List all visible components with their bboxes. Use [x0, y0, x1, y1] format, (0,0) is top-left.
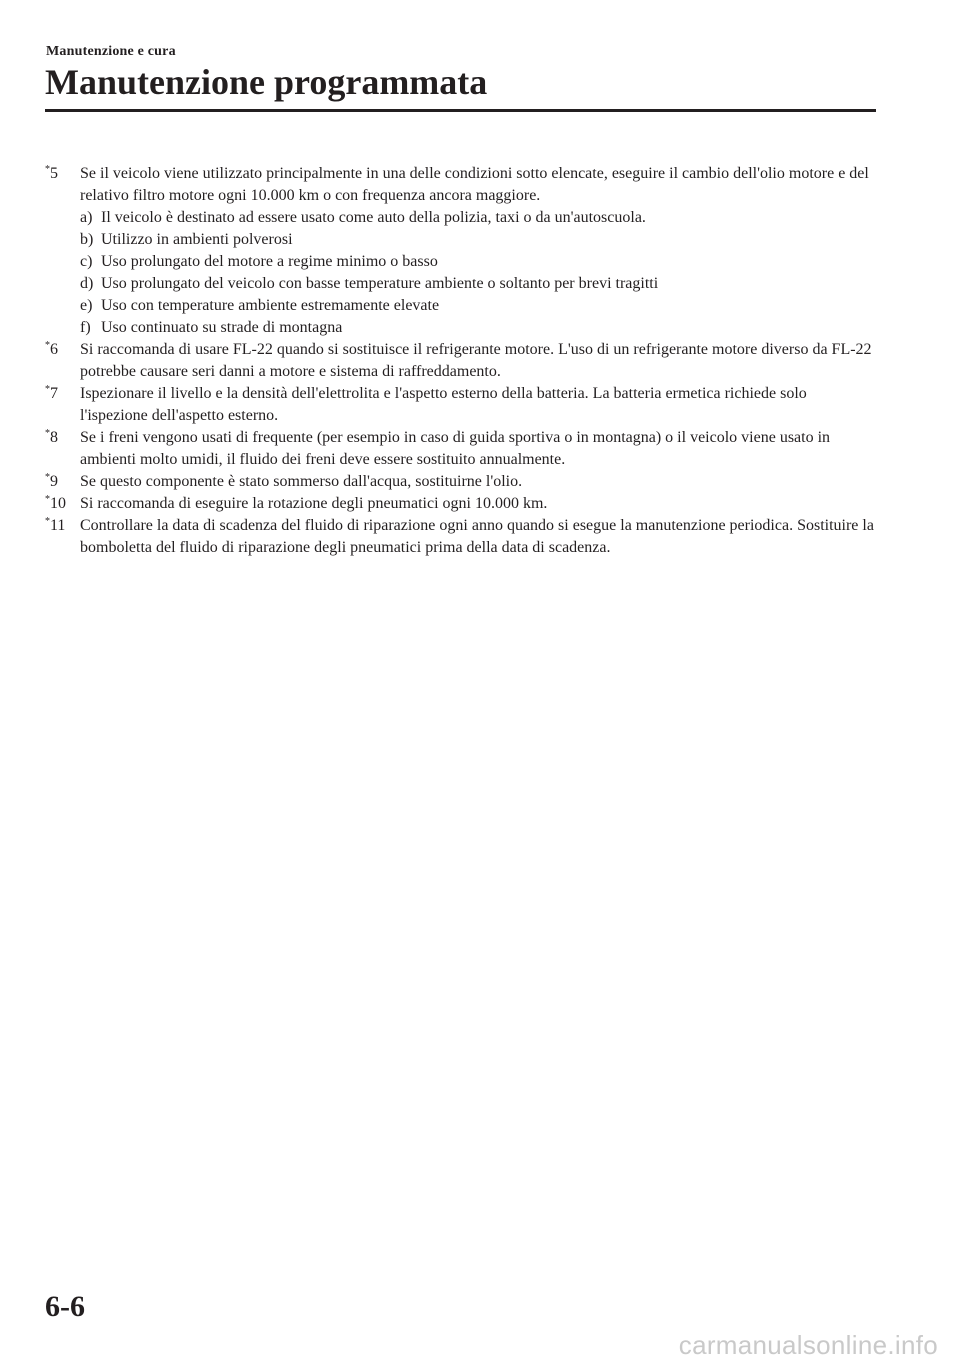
footnote-marker [45, 339, 58, 361]
sub-item-marker: e) [80, 297, 93, 314]
footnote-asterisk: * [45, 428, 50, 439]
footnote-number: 11 [50, 517, 66, 534]
sub-item-marker: b) [80, 231, 94, 248]
sub-item [80, 251, 875, 273]
footnote-marker [45, 493, 66, 515]
sub-item [80, 229, 875, 251]
sub-item-text: Uso prolungato del veicolo con basse temperature ambiente o soltanto per brevi tragitti [101, 275, 659, 292]
footnote-number: 10 [50, 495, 66, 512]
footnote-9 [45, 471, 875, 493]
footnote-number: 7 [50, 385, 58, 402]
page-title: Manutenzione programmata [45, 62, 488, 102]
sub-item [80, 295, 875, 317]
footnote-marker [45, 383, 58, 405]
footnote-text: Ispezionare il livello e la densità dell'elettrolita e l'aspetto esterno della batteria. La batteria ermetica richiede solo l'ispezione dell'aspetto esterno. [80, 385, 807, 424]
sub-item [80, 317, 875, 339]
sub-item-marker: c) [80, 253, 93, 270]
sub-item-marker: a) [80, 209, 93, 226]
footnote-text: Se questo componente è stato sommerso dall'acqua, sostituirne l'olio. [80, 473, 523, 490]
title-divider [45, 109, 876, 112]
footnote-marker [45, 515, 65, 537]
footnote-number: 9 [50, 473, 58, 490]
footnote-text: Controllare la data di scadenza del fluido di riparazione ogni anno quando si esegue la manutenzione periodica. Sostituire la bomboletta del fluido di riparazione degli pneumatici prima della data di scadenza. [80, 517, 874, 556]
sub-item [80, 207, 875, 229]
footnote-asterisk: * [45, 494, 50, 505]
footnote-asterisk: * [45, 340, 50, 351]
sub-item-text: Uso continuato su strade di montagna [101, 319, 343, 336]
footnote-text: Si raccomanda di usare FL-22 quando si sostituisce il refrigerante motore. L'uso di un refrigerante motore diverso da FL-22 potrebbe causare seri danni a motore e sistema di raffreddamento. [80, 341, 872, 380]
sub-item [80, 273, 875, 295]
footnote-text: Si raccomanda di eseguire la rotazione degli pneumatici ogni 10.000 km. [80, 495, 548, 512]
section-label: Manutenzione e cura [46, 44, 176, 59]
footnote-8 [45, 427, 875, 471]
footnote-number: 6 [50, 341, 58, 358]
footnote-5 [45, 163, 875, 339]
page-number: 6-6 [45, 1290, 85, 1323]
sub-item-marker: f) [80, 319, 91, 336]
footnote-number: 8 [50, 429, 58, 446]
sub-item-text: Utilizzo in ambienti polverosi [101, 231, 293, 248]
footnotes-list [45, 163, 875, 559]
footnote-asterisk: * [45, 384, 50, 395]
sub-item-text: Uso prolungato del motore a regime minimo o basso [101, 253, 438, 270]
footnote-asterisk: * [45, 472, 50, 483]
footnote-asterisk: * [45, 164, 50, 175]
footnote-text: Se i freni vengono usati di frequente (per esempio in caso di guida sportiva o in montagna) o il veicolo viene usato in ambienti molto umidi, il fluido dei freni deve essere sostituito annualmente. [80, 429, 831, 468]
footnote-marker [45, 471, 58, 493]
footnote-6 [45, 339, 875, 383]
footnote-number: 5 [50, 165, 58, 182]
footnote-marker [45, 163, 58, 185]
footnote-asterisk: * [45, 516, 50, 527]
footnote-text: Se il veicolo viene utilizzato principalmente in una delle condizioni sotto elencate, eseguire il cambio dell'olio motore e del relativo filtro motore ogni 10.000 km o con frequenza ancora maggiore. [80, 165, 869, 204]
footnote-11 [45, 515, 875, 559]
footnote-10 [45, 493, 875, 515]
sub-item-text: Uso con temperature ambiente estremamente elevate [101, 297, 440, 314]
sub-item-marker: d) [80, 275, 94, 292]
footnote-7 [45, 383, 875, 427]
footnote-marker [45, 427, 58, 449]
sub-item-text: Il veicolo è destinato ad essere usato come auto della polizia, taxi o da un'autoscuola. [101, 209, 646, 226]
watermark: carmanualsonline.info [678, 1330, 938, 1360]
